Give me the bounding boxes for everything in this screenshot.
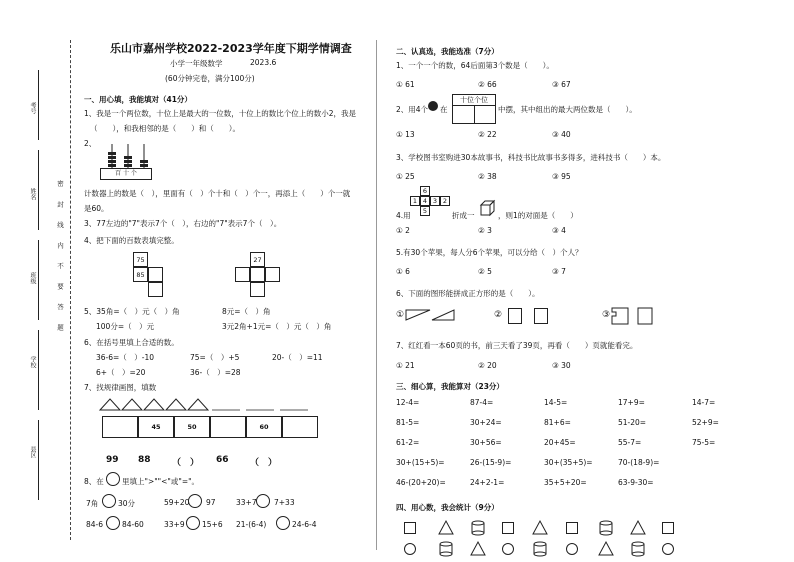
question-6-b: 75=（ ）+5 [190, 353, 240, 362]
school-label: 学校 [29, 356, 36, 368]
compare-4-circle[interactable] [106, 516, 120, 530]
name-label: 姓名 [29, 188, 36, 200]
section-4-heading: 四、用心数，我会统计（9分） [396, 503, 499, 512]
rect-shape-1 [508, 308, 522, 324]
choice-5-option-a[interactable]: ① 6 [396, 267, 410, 276]
question-6-a: 36-6=（ ）-10 [96, 353, 155, 362]
choice-1-option-b[interactable]: ② 66 [478, 80, 497, 89]
question-5-a: 5、35角=（ ）元（ ）角 [84, 307, 180, 316]
circle-shape [566, 543, 578, 555]
bead-icon [428, 101, 438, 111]
calc-item: 55-7= [618, 438, 642, 447]
place-value-chart [452, 94, 496, 124]
hundred-chart-b-cell-4[interactable] [265, 267, 280, 282]
question-1-line-2: （ ），和我相邻的是（ ）和（ ）。 [90, 124, 240, 133]
seal-line-text: 密 封 线 内 不 要 答 题 [56, 180, 64, 337]
cube-icon [480, 200, 496, 216]
subtitle: 小学一年级数学 [170, 59, 223, 68]
compare-3-left: 33+7 [236, 498, 257, 507]
cylinder-shape [438, 541, 454, 557]
hundred-chart-a-cell-4[interactable] [148, 282, 163, 297]
question-1-line-1: 1、我是一个两位数，十位上是最大的一位数，十位上的数比个位上的数小2，我是 [84, 109, 357, 118]
circle-shape [502, 543, 514, 555]
choice-4-option-b[interactable]: ② 3 [478, 226, 492, 235]
sequence-box-6[interactable] [282, 416, 318, 438]
page-title: 乐山市嘉州学校2022-2023学年度下期学情调查 [110, 42, 352, 55]
circle-shape [404, 543, 416, 555]
question-3: 3、77左边的"7"表示7个（ ），右边的"7"表示7个（ ）。 [84, 219, 282, 228]
choice-4-option-a[interactable]: ① 2 [396, 226, 410, 235]
compare-1-right: 30分 [118, 499, 136, 508]
sequence-box-2: 45 [138, 416, 174, 438]
choice-6-option-a[interactable]: ① [396, 310, 405, 320]
time-note: (60分钟完卷，满分100分) [165, 74, 255, 83]
circle-shape [662, 543, 674, 555]
class-label: 班级 [29, 272, 36, 284]
choice-2-option-c[interactable]: ③ 40 [552, 130, 571, 139]
compare-2-right: 97 [206, 498, 216, 507]
calc-item: 35+5+20= [544, 478, 587, 487]
compare-1-circle[interactable] [102, 494, 116, 508]
choice-4-option-c[interactable]: ③ 4 [552, 226, 566, 235]
section-3-heading: 三、细心算，我能算对（23分） [396, 382, 504, 391]
calc-item: 75-5= [692, 438, 716, 447]
square-shape [662, 522, 674, 534]
choice-2-mid: 在 [440, 105, 448, 114]
question-5-d: 3元2角+1元=（ ）元（ ）角 [222, 322, 332, 331]
cylinder-shape [630, 541, 646, 557]
calc-item: 14-7= [692, 398, 716, 407]
compare-3-right: 7+33 [274, 498, 295, 507]
question-6-c: 20-（ ）=11 [272, 353, 323, 362]
number-row-4: 66 [216, 455, 229, 465]
compare-5-circle[interactable] [186, 516, 200, 530]
calc-item: 61-2= [396, 438, 420, 447]
choice-7-question: 7、红红看一本60页的书，前三天看了39页，再看（ ）页就能看完。 [396, 341, 638, 350]
choice-2-prefix: 2、用4个 [396, 105, 429, 114]
district-label: 县区 [29, 446, 36, 458]
calc-item: 81+6= [544, 418, 571, 427]
compare-2-left: 59+20 [164, 498, 190, 507]
compare-1-left: 7角 [86, 499, 99, 508]
exam-number-line [38, 70, 39, 140]
calc-item: 51-20= [618, 418, 647, 427]
compare-3-circle[interactable] [256, 494, 270, 508]
question-8-prefix: 8、在 [84, 477, 104, 486]
square-shape [566, 522, 578, 534]
column-divider [376, 40, 377, 550]
compare-circle-sample [106, 472, 120, 486]
choice-3-question: 3、学校图书室购进30本故事书，科技书比故事书多得多，进科技书（ ）本。 [396, 153, 666, 162]
calc-item: 81-5= [396, 418, 420, 427]
hundred-chart-b-cell-1: 27 [250, 252, 265, 267]
calc-item: 12-4= [396, 398, 420, 407]
calc-item: 70-(18-9)= [618, 458, 660, 467]
two-triangles-shape [406, 308, 456, 322]
square-shape [404, 522, 416, 534]
sequence-box-4[interactable] [210, 416, 246, 438]
choice-3-option-a[interactable]: ① 25 [396, 172, 415, 181]
choice-2-suffix: 中摆，其中组出的最大两位数是（ ）。 [498, 105, 637, 114]
choice-2-option-a[interactable]: ① 13 [396, 130, 415, 139]
cylinder-shape [470, 520, 486, 536]
calc-item: 87-4= [470, 398, 494, 407]
name-line [38, 150, 39, 230]
sequence-box-3: 50 [174, 416, 210, 438]
binding-sidebar [0, 0, 80, 562]
compare-4-left: 84-6 [86, 520, 104, 529]
number-row-2: 88 [138, 455, 151, 465]
net-cell-2: 2 [440, 196, 450, 206]
exam-date: 2023.6 [250, 58, 277, 67]
triangle-shape [438, 520, 454, 536]
triangle-pattern [100, 398, 340, 412]
net-cell-3: 3 [430, 196, 440, 206]
compare-5-left: 33+9 [164, 520, 185, 529]
choice-5-option-b[interactable]: ② 5 [478, 267, 492, 276]
choice-2-option-b[interactable]: ② 22 [478, 130, 497, 139]
question-4: 4、把下面的百数表填完整。 [84, 236, 179, 245]
question-6-e: 36-（ ）=28 [190, 368, 241, 377]
number-row-1: 99 [106, 455, 119, 465]
net-cell-4: 4 [420, 196, 430, 206]
choice-6-question: 6、下面的图形能拼成正方形的是（ ）。 [396, 289, 540, 298]
choice-7-option-c[interactable]: ③ 30 [552, 361, 571, 370]
choice-4-mid: 折成一 [452, 211, 475, 220]
calc-item: 17+9= [618, 398, 645, 407]
calc-item: 52+9= [692, 418, 719, 427]
choice-3-option-c[interactable]: ③ 95 [552, 172, 571, 181]
cylinder-shape [532, 541, 548, 557]
section-2-heading: 二、认真选，我能选准（7分） [396, 47, 499, 56]
net-cell-5: 5 [420, 206, 430, 216]
calc-item: 30+56= [470, 438, 502, 447]
calc-item: 30+(35+5)= [544, 458, 593, 467]
choice-6-option-c[interactable]: ③ [602, 310, 611, 320]
hundred-chart-b-cell-2[interactable] [235, 267, 250, 282]
triangle-shape [630, 520, 646, 536]
net-cell-6: 6 [420, 186, 430, 196]
question-2-line-1: 计数器上的数是（ ），里面有（ ）个十和（ ）个一，再添上（ ）个一就 [84, 189, 351, 198]
compare-2-circle[interactable] [188, 494, 202, 508]
calc-item: 24+2-1= [470, 478, 505, 487]
choice-4-prefix: 4.用 [396, 211, 411, 220]
triangle-shape [470, 541, 486, 557]
compare-5-right: 15+6 [202, 520, 223, 529]
compare-6-right: 24-6-4 [292, 520, 317, 529]
choice-4-suffix: ，则1的对面是（ ） [498, 211, 578, 220]
school-line [38, 330, 39, 410]
calc-item: 26-(15-9)= [470, 458, 512, 467]
calc-item: 20+45= [544, 438, 576, 447]
abacus-base-label: 百 十 个 [100, 168, 152, 180]
calc-item: 30+(15+5)= [396, 458, 445, 467]
question-2-line-2: 是60。 [84, 204, 109, 213]
sequence-box-5: 60 [246, 416, 282, 438]
choice-6-option-b[interactable]: ② [494, 310, 503, 320]
choice-3-option-b[interactable]: ② 38 [478, 172, 497, 181]
compare-4-right: 84-60 [122, 520, 144, 529]
compare-6-circle[interactable] [276, 516, 290, 530]
choice-1-question: 1、一个一个的数，64后面第3个数是（ ）。 [396, 61, 554, 70]
notched-shapes [612, 306, 656, 326]
question-5-c: 100分=（ ）元 [96, 322, 155, 331]
seal-dashed-line [70, 40, 71, 540]
place-value-header: 十位个位 [453, 95, 495, 106]
hundred-chart-b-cell-3[interactable] [250, 267, 265, 282]
cylinder-shape [598, 520, 614, 536]
calc-item: 30+24= [470, 418, 502, 427]
number-row-3: （ ） [172, 458, 200, 468]
choice-7-option-a[interactable]: ① 21 [396, 361, 415, 370]
triangle-shape [532, 520, 548, 536]
question-5-b: 8元=（ ）角 [222, 307, 271, 316]
question-7: 7、找规律画图，填数 [84, 383, 157, 392]
hundred-chart-a-cell-1: 75 [133, 252, 148, 267]
question-6: 6、在括号里填上合适的数。 [84, 338, 179, 347]
question-2-number: 2、 [84, 139, 97, 148]
hundred-chart-b-cell-5[interactable] [250, 282, 265, 297]
square-shape [502, 522, 514, 534]
hundred-chart-a-cell-2: 85 [133, 267, 148, 282]
choice-5-option-c[interactable]: ③ 7 [552, 267, 566, 276]
place-value-divider [474, 105, 475, 123]
number-row-5: （ ） [250, 458, 278, 468]
calc-item: 14-5= [544, 398, 568, 407]
district-line [38, 420, 39, 500]
class-line [38, 240, 39, 320]
section-1-heading: 一、用心填，我能填对（41分） [84, 95, 192, 104]
choice-1-option-c[interactable]: ③ 67 [552, 80, 571, 89]
hundred-chart-a-cell-3[interactable] [148, 267, 163, 282]
question-6-d: 6+（ ）=20 [96, 368, 146, 377]
choice-5-question: 5.有30个苹果，每人分6个苹果，可以分给（ ）个人？ [396, 248, 583, 257]
triangle-shape [598, 541, 614, 557]
sequence-box-1[interactable] [102, 416, 138, 438]
calc-item: 63-9-30= [618, 478, 654, 487]
question-8-suffix: 里填上">""<"或"="。 [122, 477, 200, 486]
choice-1-option-a[interactable]: ① 61 [396, 80, 415, 89]
compare-6-left: 21-(6-4) [236, 520, 267, 529]
net-cell-1: 1 [410, 196, 420, 206]
exam-number-label: 考号 [29, 102, 36, 114]
rect-shape-2 [534, 308, 548, 324]
choice-7-option-b[interactable]: ② 20 [478, 361, 497, 370]
calc-item: 46-(20+20)= [396, 478, 446, 487]
